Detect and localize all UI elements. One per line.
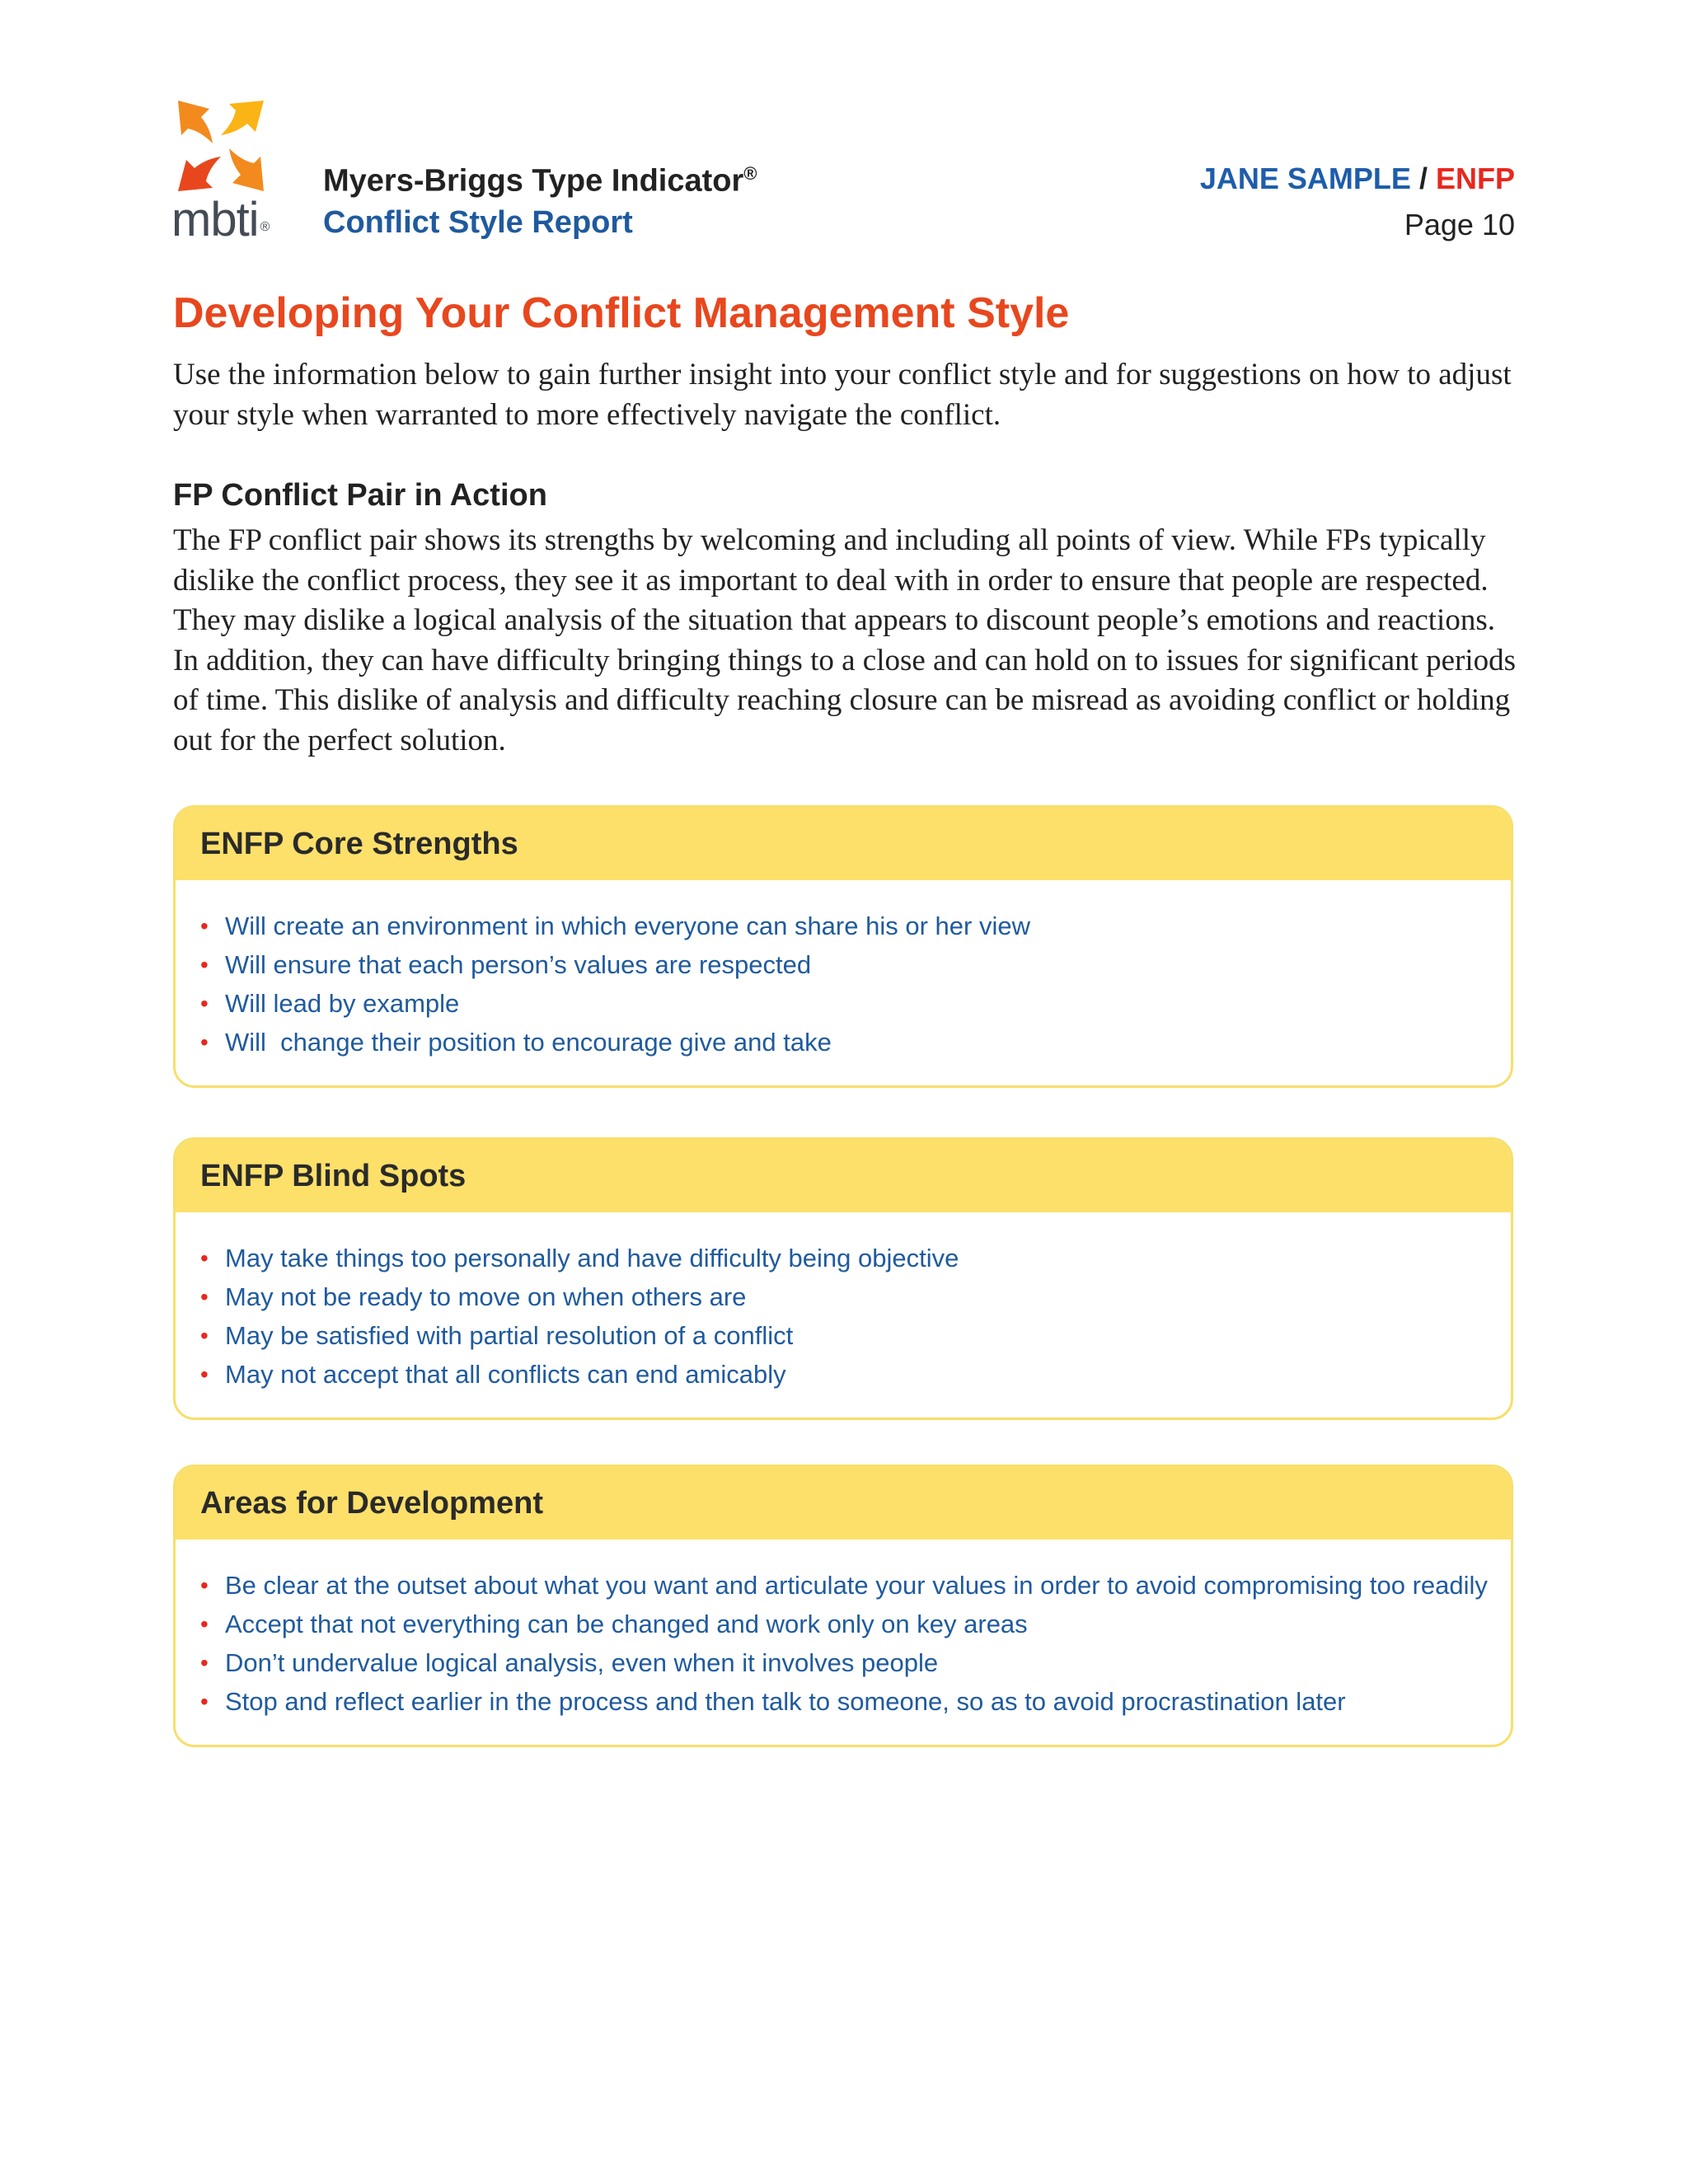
- page-number: Page 10: [1404, 208, 1515, 241]
- list-item: • May take things too personally and have difficulty being objective: [200, 1239, 1511, 1277]
- intro-paragraph: Use the information below to gain further insight into your conflict style and for suggestions on how to adjust your style when warranted to more effectively navigate the conflict.: [173, 358, 1512, 432]
- section-title: Developing Your Conflict Management Style: [173, 289, 1070, 337]
- bullet-icon: •: [200, 1029, 209, 1055]
- bullet-icon: •: [200, 1572, 209, 1598]
- strengths-list: [176, 880, 1511, 1062]
- list-item: • Don’t undervalue logical analysis, even when it involves people: [200, 1643, 1511, 1682]
- list-item: • Be clear at the outset about what you want and articulate your values in order to avoid compromising too readily: [200, 1566, 1511, 1605]
- bullet-icon: •: [200, 1361, 209, 1387]
- bullet-icon: •: [200, 1323, 209, 1348]
- list-item: • Will ensure that each person’s values are respected: [200, 945, 1511, 984]
- development-areas-box: [173, 1465, 1513, 1747]
- list-item: • Will lead by example: [200, 984, 1511, 1023]
- conflict-pair-heading: FP Conflict Pair in Action: [173, 478, 547, 513]
- name-type-separator: /: [1418, 162, 1428, 195]
- bullet-icon: •: [200, 913, 209, 939]
- list-item: • May be satisfied with partial resolution of a conflict: [200, 1316, 1511, 1355]
- mbti-star-icon: [171, 97, 270, 194]
- bullet-icon: •: [200, 1611, 209, 1637]
- bullet-icon: •: [200, 1689, 209, 1714]
- box-title: ENFP Blind Spots: [176, 1140, 1511, 1212]
- box-title: ENFP Core Strengths: [176, 808, 1511, 880]
- respondent-name: JANE SAMPLE: [1199, 162, 1411, 195]
- bullet-icon: •: [200, 1650, 209, 1675]
- list-item: • May not accept that all conflicts can end amicably: [200, 1355, 1511, 1394]
- list-item: • Stop and reflect earlier in the process and then talk to someone, so as to avoid procrastination later: [200, 1682, 1511, 1721]
- respondent-info: [1200, 162, 1515, 196]
- box-title: Areas for Development: [176, 1467, 1511, 1540]
- blind-spots-box: [173, 1137, 1513, 1420]
- bullet-icon: •: [200, 991, 209, 1016]
- list-item: • Accept that not everything can be changed and work only on key areas: [200, 1605, 1511, 1643]
- conflict-pair-paragraph: The FP conflict pair shows its strengths by welcoming and including all points of view. While FPs typically dislike the conflict process, they see it as important to deal with in order to ensure that people are respected. They may dislike a logical analysis of the situation that appears to discount people’s emotions and reactions. In addition, they can have difficulty bringing things to a close and can hold on to issues for significant periods of time. This dislike of analysis and difficulty reaching closure can be misread as avoiding conflict or holding out for the perfect solution.: [173, 523, 1517, 757]
- core-strengths-box: [173, 805, 1513, 1088]
- blind-spots-list: [176, 1212, 1511, 1394]
- respondent-type: ENFP: [1435, 162, 1515, 195]
- bullet-icon: •: [200, 952, 209, 977]
- report-product-title: Myers-Briggs Type Indicator®: [323, 163, 757, 199]
- bullet-icon: •: [200, 1245, 209, 1271]
- mbti-logo: [171, 97, 279, 246]
- development-list: [176, 1540, 1511, 1721]
- bullet-icon: •: [200, 1284, 209, 1310]
- logo-wordmark: mbti ®: [171, 193, 270, 246]
- report-subtitle: Conflict Style Report: [323, 205, 633, 240]
- list-item: • May not be ready to move on when others are: [200, 1277, 1511, 1316]
- list-item: • Will create an environment in which everyone can share his or her view: [200, 907, 1511, 945]
- list-item: • Will change their position to encourage give and take: [200, 1023, 1511, 1062]
